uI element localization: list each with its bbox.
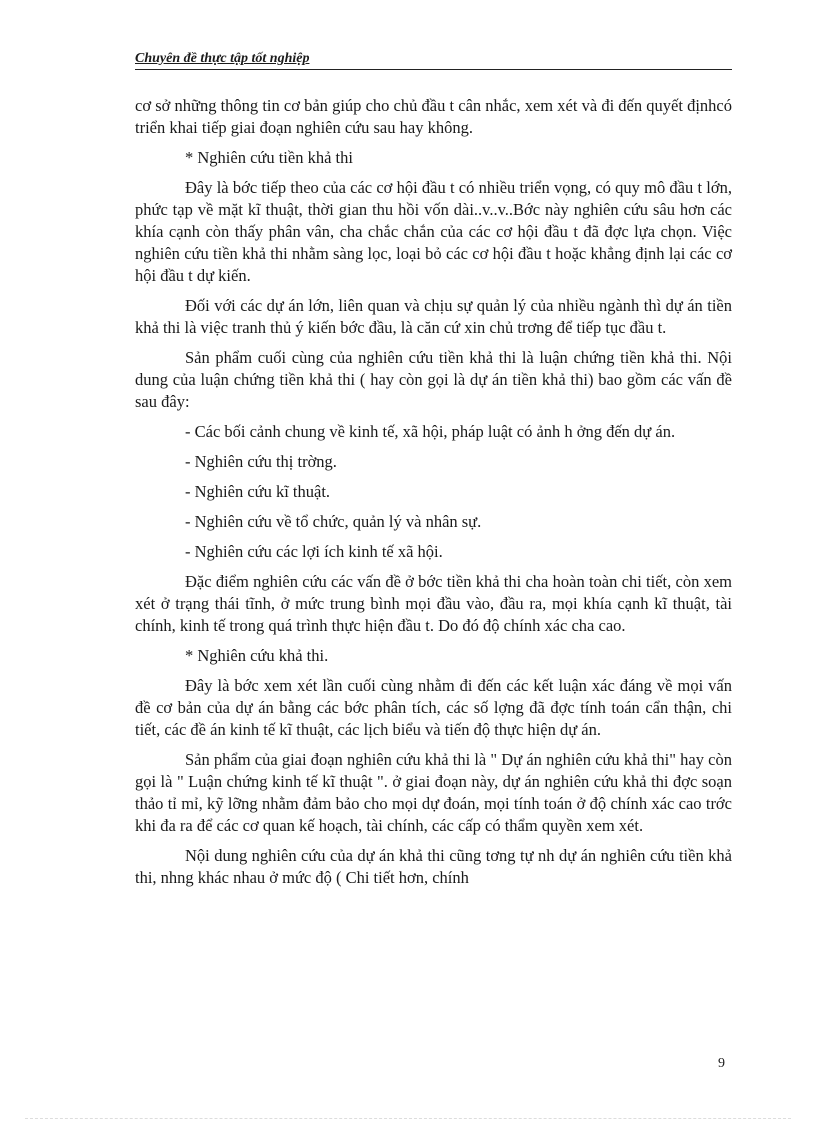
section-heading-feasibility: * Nghiên cứu khả thi. [185,646,329,665]
paragraph: Đây là bớc xem xét lần cuối cùng nhằm đi đến các kết luận xác đáng về mọi vấn đề cơ bản của dự án bằng các bớc phân tích, các số lợng đã đợc tính toán cẩn thận, chi tiết, các đề án kinh tế kĩ thuật, các lịch biểu và tiến độ thực hiện dự án. [135,676,732,739]
paragraph-continuation: cơ sở những thông tin cơ bản giúp cho chủ đầu t cân nhắc, xem xét và đi đến quyết địnhcó triển khai tiếp giai đoạn nghiên cứu sau hay không. [135,96,732,137]
list-item: - Nghiên cứu thị trờng. [185,452,337,471]
running-header: Chuyên đề thực tập tốt nghiệp [135,50,732,70]
paragraph: Nội dung nghiên cứu của dự án khả thi cũng tơng tự nh dự án nghiên cứu tiền khả thi, nhng khác nhau ở mức độ ( Chi tiết hơn, chính [135,846,732,887]
paragraph: Sản phẩm của giai đoạn nghiên cứu khả thi là " Dự án nghiên cứu khả thi" hay còn gọi là " Luận chứng kinh tế kĩ thuật ". ở giai đoạn này, dự án nghiên cứu khả thi đợc soạn thảo tỉ mỉ, kỹ lỡng nhằm đảm bảo cho mọi dự đoán, mọi tính toán ở độ chính xác cao trớc khi đa ra để các cơ quan kế hoạch, tài chính, các cấp có thẩm quyền xem xét. [135,750,732,835]
paragraph: Đây là bớc tiếp theo của các cơ hội đầu t có nhiều triển vọng, có quy mô đầu t lớn, phức tạp về mặt kĩ thuật, thời gian thu hồi vốn dài..v..v..Bớc này nghiên cứu sâu hơn các khía cạnh còn thấy phân vân, cha chắc chắn của các cơ hội đầu t đã đợc lựa chọn. Việc nghiên cứu tiền khả thi nhằm sàng lọc, loại bỏ các cơ hội đầu t hoặc khẳng định lại các cơ hội đầu t dự kiến. [135,178,732,285]
paragraph: Sản phẩm cuối cùng của nghiên cứu tiền khả thi là luận chứng tiền khả thi. Nội dung của luận chứng tiền khả thi ( hay còn gọi là dự án tiền khả thi) bao gồm các vấn đề sau đây: [135,348,732,411]
list-item: - Nghiên cứu kĩ thuật. [185,482,331,501]
list-item: - Nghiên cứu các lợi ích kinh tế xã hội. [185,542,443,561]
list-item: - Nghiên cứu về tổ chức, quản lý và nhân sự. [185,512,482,531]
page-edge-divider [25,1118,791,1119]
paragraph: Đặc điểm nghiên cứu các vấn đề ở bớc tiền khả thi cha hoàn toàn chi tiết, còn xem xét ở trạng thái tĩnh, ở mức trung bình mọi đầu vào, đầu ra, mọi khía cạnh kĩ thuật, tài chính, kinh tế trong quá trình thực hiện đầu t. Do đó độ chính xác cha cao. [135,572,732,635]
document-body [135,95,732,897]
list-item: - Các bối cảnh chung về kinh tế, xã hội, pháp luật có ảnh h ởng đến dự án. [185,422,676,441]
section-heading-prefeasibility: * Nghiên cứu tiền khả thi [185,148,353,167]
page-number: 9 [718,1056,725,1071]
paragraph: Đối với các dự án lớn, liên quan và chịu sự quản lý của nhiều ngành thì dự án tiền khả thi là việc tranh thủ ý kiến bớc đầu, là căn cứ xin chủ trơng để tiếp tục đầu t. [135,296,732,337]
